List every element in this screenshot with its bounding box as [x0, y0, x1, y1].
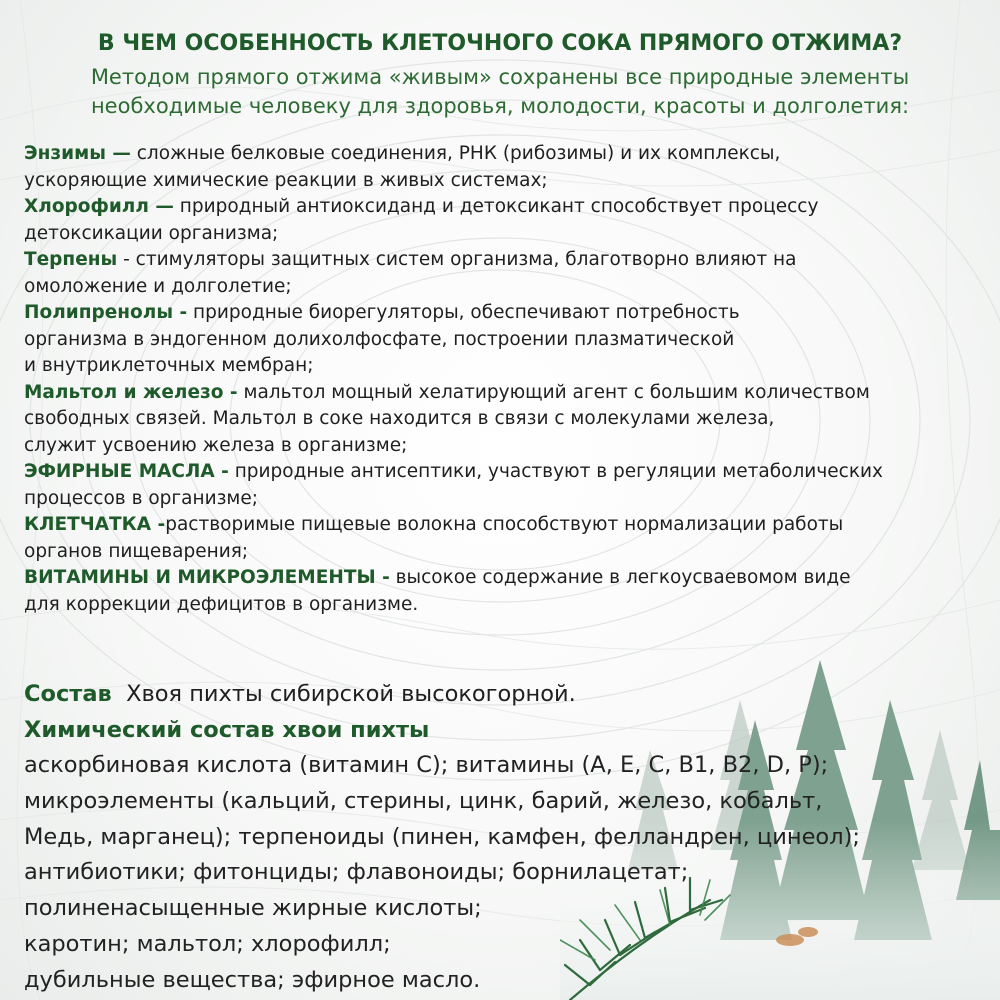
- benefit-term: Энзимы —: [24, 143, 131, 164]
- benefit-maltol-iron: [24, 380, 984, 460]
- benefit-desc: свободных связей. Мальтол в соке находится в связи с молекулами железа,: [24, 408, 775, 429]
- benefit-desc: и внутриклеточных мембран;: [24, 355, 314, 376]
- intro-subtitle-line: необходимые человеку для здоровья, молодости, красоты и долголетия:: [90, 94, 910, 118]
- benefit-term: Мальтол и железо -: [24, 381, 238, 403]
- benefit-term: Хлорофилл —: [24, 196, 174, 217]
- benefit-desc: мальтол мощный хелатирующий агент с большим количеством: [237, 381, 870, 403]
- benefit-essential-oils: [24, 459, 984, 512]
- chemical-composition-list: [24, 748, 984, 999]
- benefit-polyprenols: [24, 300, 984, 380]
- benefit-desc: - стимуляторы защитных систем организма, благотворно влияют на: [117, 249, 797, 270]
- benefit-desc: процессов в организме;: [24, 487, 259, 509]
- benefit-desc: омоложение и долголетие;: [24, 275, 292, 297]
- chemical-item: микроэлементы (кальций, стерины, цинк, барий, железо, кобальт,: [24, 787, 823, 814]
- benefit-desc: растворимые пищевые волокна способствуют нормализации работы: [165, 514, 844, 535]
- benefit-desc: природные биорегуляторы, обеспечивают потребность: [187, 302, 740, 323]
- benefit-term: ВИТАМИНЫ И МИКРОЭЛЕМЕНТЫ -: [24, 567, 390, 588]
- chemical-item: дубильные вещества; эфирное масло.: [24, 966, 481, 993]
- benefit-desc: высокое содержание в легкоусваевомом виде: [389, 567, 851, 588]
- benefit-terpenes: [24, 247, 984, 300]
- composition-section: [24, 676, 984, 999]
- composition-line: [24, 676, 984, 712]
- benefit-fiber: [24, 512, 984, 565]
- chemical-item: антибиотики; фитонциды; флавоноиды; борнилацетат;: [24, 859, 689, 886]
- benefit-desc: служит усвоению железа в организме;: [24, 434, 408, 456]
- composition-label: Состав: [24, 681, 112, 707]
- benefit-desc: детоксикации организма;: [24, 222, 279, 244]
- chemical-item: полиненасыщенные жирные кислоты;: [24, 895, 482, 922]
- benefit-term: ЭФИРНЫЕ МАСЛА -: [24, 461, 229, 482]
- chemical-item: аскорбиновая кислота (витамин С); витамины (А, Е, С, В1, В2, D, Р);: [24, 752, 829, 778]
- benefit-chlorophyll: [24, 194, 984, 247]
- intro-subtitle-line: Методом прямого отжима «живым» сохранены все природные элементы: [90, 65, 910, 89]
- benefit-enzymes: [24, 141, 984, 194]
- composition-value: Хвоя пихты сибирской высокогорной.: [126, 681, 576, 707]
- benefit-term: Терпены: [24, 249, 118, 270]
- intro-subtitle: [0, 63, 1000, 121]
- benefit-desc: организма в эндогенном долихолфосфате, построении плазматической: [24, 328, 735, 350]
- chemical-item: Медь, марганец); терпеноиды (пинен, камфен, фелландрен, цинеол);: [24, 823, 860, 850]
- intro-title: В ЧЕМ ОСОБЕННОСТЬ КЛЕТОЧНОГО СОКА ПРЯМОГО ОТЖИМА?: [97, 31, 903, 56]
- chemical-composition-title: Химический состав хвои пихты: [24, 717, 430, 743]
- benefit-vitamins-minerals: [24, 565, 984, 618]
- chemical-item: каротин; мальтол; хлорофилл;: [24, 930, 391, 957]
- benefit-desc: природные антисептики, участвуют в регуляции метаболических: [228, 461, 883, 482]
- benefits-list: [24, 141, 984, 618]
- benefit-desc: органов пищеварения;: [24, 540, 249, 562]
- benefit-desc: ускоряющие химические реакции в живых системах;: [24, 169, 548, 191]
- benefit-term: Полипренолы -: [24, 302, 188, 323]
- benefit-term: КЛЕТЧАТКА -: [24, 514, 166, 535]
- benefit-desc: для коррекции дефицитов в организме.: [24, 593, 419, 615]
- benefit-desc: природный антиоксиданд и детоксикант способствует процессу: [173, 196, 819, 217]
- benefit-desc: сложные белковые соединения, РНК (рибозимы) и их комплексы,: [130, 143, 781, 164]
